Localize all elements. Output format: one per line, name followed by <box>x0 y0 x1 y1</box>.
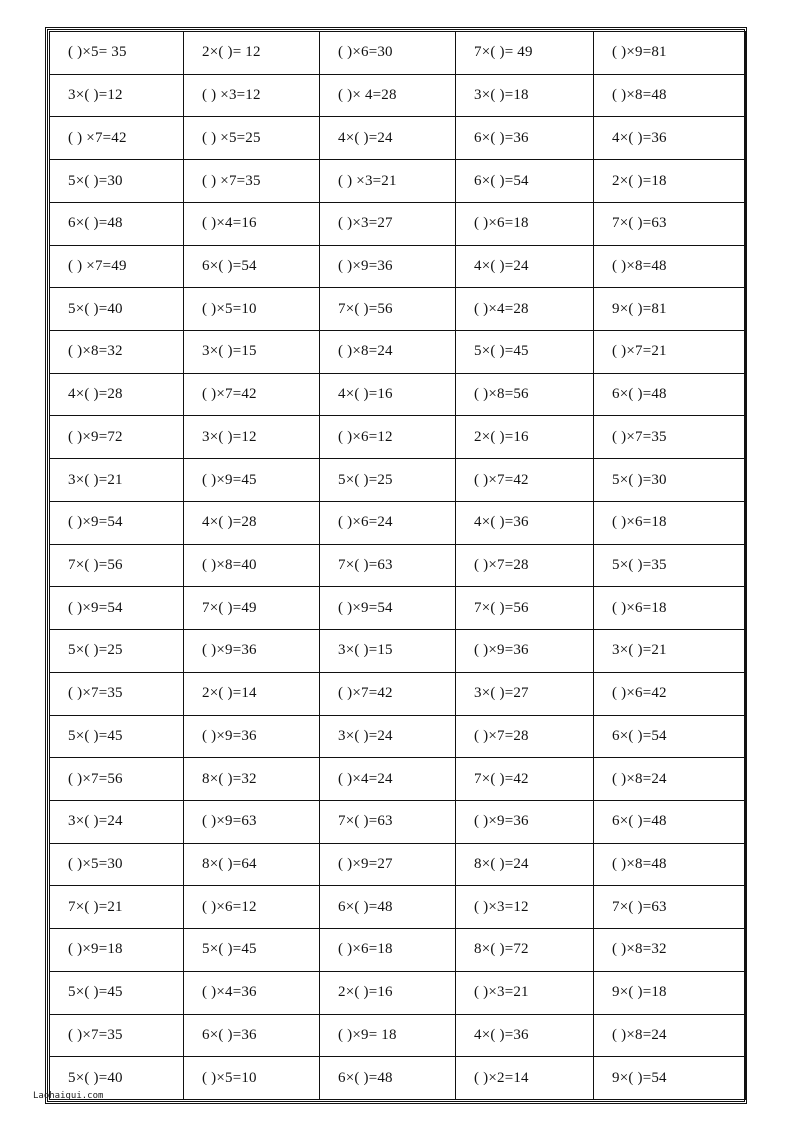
problem-cell: 2×( )= 12 <box>184 32 320 75</box>
problem-cell: ( )×6=18 <box>456 202 594 245</box>
grid-row <box>50 459 746 502</box>
problem-cell: 7×( )=42 <box>456 758 594 801</box>
problem-cell: ( )×8=32 <box>594 929 746 972</box>
problem-cell: ( )×8=24 <box>594 758 746 801</box>
grid-row <box>50 288 746 331</box>
problem-cell: ( )×9= 18 <box>320 1014 456 1057</box>
problem-cell: ( ) ×5=25 <box>184 117 320 160</box>
grid-body <box>50 32 746 1100</box>
problem-cell: 3×( )=18 <box>456 74 594 117</box>
problem-cell: 7×( )=56 <box>50 544 184 587</box>
problem-cell: ( )×6=42 <box>594 672 746 715</box>
problem-cell: 7×( )=63 <box>320 800 456 843</box>
grid-row <box>50 587 746 630</box>
problem-cell: 6×( )=54 <box>184 245 320 288</box>
problem-cell: 3×( )=27 <box>456 672 594 715</box>
problem-cell: 4×( )=16 <box>320 373 456 416</box>
problem-cell: ( )×8=48 <box>594 843 746 886</box>
grid-row <box>50 715 746 758</box>
problem-cell: ( )×8=56 <box>456 373 594 416</box>
problem-cell: 8×( )=32 <box>184 758 320 801</box>
problem-cell: 6×( )=54 <box>594 715 746 758</box>
problem-cell: 6×( )=36 <box>456 117 594 160</box>
problem-cell: ( )×4=16 <box>184 202 320 245</box>
grid-row <box>50 544 746 587</box>
problem-cell: 2×( )=16 <box>456 416 594 459</box>
problem-cell: 3×( )=21 <box>594 630 746 673</box>
problem-cell: ( )×9=54 <box>50 587 184 630</box>
problem-cell: 4×( )=36 <box>456 1014 594 1057</box>
problem-cell: 2×( )=14 <box>184 672 320 715</box>
problem-cell: ( ) ×3=21 <box>320 160 456 203</box>
problem-cell: 4×( )=28 <box>184 501 320 544</box>
problem-cell: ( )×9=36 <box>184 630 320 673</box>
problem-cell: 7×( )=63 <box>320 544 456 587</box>
problem-cell: ( )×9=36 <box>456 630 594 673</box>
problem-cell: ( )×9=81 <box>594 32 746 75</box>
problem-cell: ( )×9=36 <box>320 245 456 288</box>
grid-row <box>50 416 746 459</box>
problem-cell: ( )×4=24 <box>320 758 456 801</box>
problem-cell: 7×( )=49 <box>184 587 320 630</box>
problem-cell: 4×( )=36 <box>594 117 746 160</box>
problem-cell: ( )×8=40 <box>184 544 320 587</box>
problem-cell: 5×( )=40 <box>50 288 184 331</box>
problem-cell: 4×( )=28 <box>50 373 184 416</box>
problem-cell: ( )×3=27 <box>320 202 456 245</box>
problem-cell: ( )×7=28 <box>456 544 594 587</box>
problem-cell: 3×( )=15 <box>184 331 320 374</box>
problem-cell: 6×( )=48 <box>50 202 184 245</box>
problem-cell: 5×( )=30 <box>50 160 184 203</box>
problem-cell: ( )×8=48 <box>594 245 746 288</box>
problem-cell: 9×( )=18 <box>594 971 746 1014</box>
problem-cell: ( ) ×3=12 <box>184 74 320 117</box>
grid-row <box>50 32 746 75</box>
problem-cell: ( )×9=54 <box>320 587 456 630</box>
problem-cell: ( )×9=27 <box>320 843 456 886</box>
problem-cell: 7×( )=56 <box>320 288 456 331</box>
problem-cell: 2×( )=18 <box>594 160 746 203</box>
grid-row <box>50 800 746 843</box>
grid-row <box>50 630 746 673</box>
problem-cell: 8×( )=24 <box>456 843 594 886</box>
problem-cell: ( )×7=42 <box>184 373 320 416</box>
problem-cell: 4×( )=36 <box>456 501 594 544</box>
problem-cell: ( )×8=32 <box>50 331 184 374</box>
problem-cell: ( )×2=14 <box>456 1057 594 1100</box>
grid-row <box>50 373 746 416</box>
problem-cell: 4×( )=24 <box>456 245 594 288</box>
problem-cell: ( )×6=18 <box>594 501 746 544</box>
grid-row <box>50 929 746 972</box>
problem-cell: ( )×3=12 <box>456 886 594 929</box>
problem-cell: ( )×7=21 <box>594 331 746 374</box>
problem-cell: 7×( )=21 <box>50 886 184 929</box>
grid-row <box>50 202 746 245</box>
problem-cell: 3×( )=15 <box>320 630 456 673</box>
problem-cell: ( )×5= 35 <box>50 32 184 75</box>
problem-cell: ( )×4=28 <box>456 288 594 331</box>
problem-cell: 3×( )=12 <box>184 416 320 459</box>
problem-cell: ( )×7=35 <box>50 1014 184 1057</box>
problem-cell: 3×( )=21 <box>50 459 184 502</box>
problem-cell: 6×( )=48 <box>594 800 746 843</box>
problem-cell: 2×( )=16 <box>320 971 456 1014</box>
problem-cell: ( )×8=24 <box>594 1014 746 1057</box>
problem-cell: ( )×7=35 <box>50 672 184 715</box>
problem-cell: ( )× 4=28 <box>320 74 456 117</box>
problem-cell: ( )×9=36 <box>184 715 320 758</box>
problem-cell: 7×( )= 49 <box>456 32 594 75</box>
problem-cell: 6×( )=48 <box>594 373 746 416</box>
problem-cell: 8×( )=72 <box>456 929 594 972</box>
problem-cell: ( )×9=54 <box>50 501 184 544</box>
problem-cell: 5×( )=45 <box>184 929 320 972</box>
problem-cell: 6×( )=36 <box>184 1014 320 1057</box>
problem-cell: 5×( )=45 <box>456 331 594 374</box>
problem-cell: ( )×6=18 <box>320 929 456 972</box>
grid-row <box>50 117 746 160</box>
problem-cell: ( )×6=30 <box>320 32 456 75</box>
problem-cell: 6×( )=48 <box>320 1057 456 1100</box>
grid-row <box>50 501 746 544</box>
grid-row <box>50 74 746 117</box>
problem-cell: 7×( )=56 <box>456 587 594 630</box>
worksheet-frame <box>45 27 747 1104</box>
problem-cell: 7×( )=63 <box>594 202 746 245</box>
grid-row <box>50 331 746 374</box>
watermark-text: Laohaigui.com <box>33 1091 104 1101</box>
grid-row <box>50 245 746 288</box>
grid-row <box>50 843 746 886</box>
problem-cell: ( )×6=12 <box>320 416 456 459</box>
problem-cell: 3×( )=24 <box>50 800 184 843</box>
problem-cell: 5×( )=45 <box>50 715 184 758</box>
grid-row <box>50 971 746 1014</box>
problem-cell: 3×( )=12 <box>50 74 184 117</box>
grid-row <box>50 758 746 801</box>
grid-row <box>50 672 746 715</box>
problem-cell: 5×( )=35 <box>594 544 746 587</box>
problem-cell: 4×( )=24 <box>320 117 456 160</box>
grid-row <box>50 160 746 203</box>
problem-cell: 9×( )=54 <box>594 1057 746 1100</box>
problem-cell: ( ) ×7=49 <box>50 245 184 288</box>
grid-row <box>50 1057 746 1100</box>
grid-row <box>50 1014 746 1057</box>
problem-cell: ( )×5=30 <box>50 843 184 886</box>
problem-cell: ( )×7=35 <box>594 416 746 459</box>
problem-cell: ( )×7=42 <box>320 672 456 715</box>
problem-cell: 6×( )=54 <box>456 160 594 203</box>
grid-row <box>50 886 746 929</box>
problem-cell: 6×( )=48 <box>320 886 456 929</box>
problem-cell: ( )×9=45 <box>184 459 320 502</box>
problem-cell: ( )×7=56 <box>50 758 184 801</box>
problem-cell: ( )×6=24 <box>320 501 456 544</box>
problem-cell: ( )×8=24 <box>320 331 456 374</box>
problem-cell: ( )×6=12 <box>184 886 320 929</box>
problem-cell: ( )×5=10 <box>184 1057 320 1100</box>
problem-cell: 7×( )=63 <box>594 886 746 929</box>
problem-cell: ( )×6=18 <box>594 587 746 630</box>
problem-cell: 5×( )=45 <box>50 971 184 1014</box>
problem-cell: ( )×3=21 <box>456 971 594 1014</box>
problem-cell: ( )×9=18 <box>50 929 184 972</box>
multiplication-grid <box>49 31 746 1100</box>
problem-cell: ( ) ×7=42 <box>50 117 184 160</box>
problem-cell: 5×( )=25 <box>50 630 184 673</box>
problem-cell: 9×( )=81 <box>594 288 746 331</box>
problem-cell: 8×( )=64 <box>184 843 320 886</box>
problem-cell: ( )×9=63 <box>184 800 320 843</box>
problem-cell: 3×( )=24 <box>320 715 456 758</box>
problem-cell: ( )×7=42 <box>456 459 594 502</box>
problem-cell: ( )×9=36 <box>456 800 594 843</box>
problem-cell: ( )×8=48 <box>594 74 746 117</box>
problem-cell: 5×( )=40 <box>50 1057 184 1100</box>
problem-cell: 5×( )=30 <box>594 459 746 502</box>
problem-cell: ( )×7=28 <box>456 715 594 758</box>
problem-cell: ( ) ×7=35 <box>184 160 320 203</box>
problem-cell: ( )×9=72 <box>50 416 184 459</box>
problem-cell: ( )×4=36 <box>184 971 320 1014</box>
problem-cell: 5×( )=25 <box>320 459 456 502</box>
problem-cell: ( )×5=10 <box>184 288 320 331</box>
